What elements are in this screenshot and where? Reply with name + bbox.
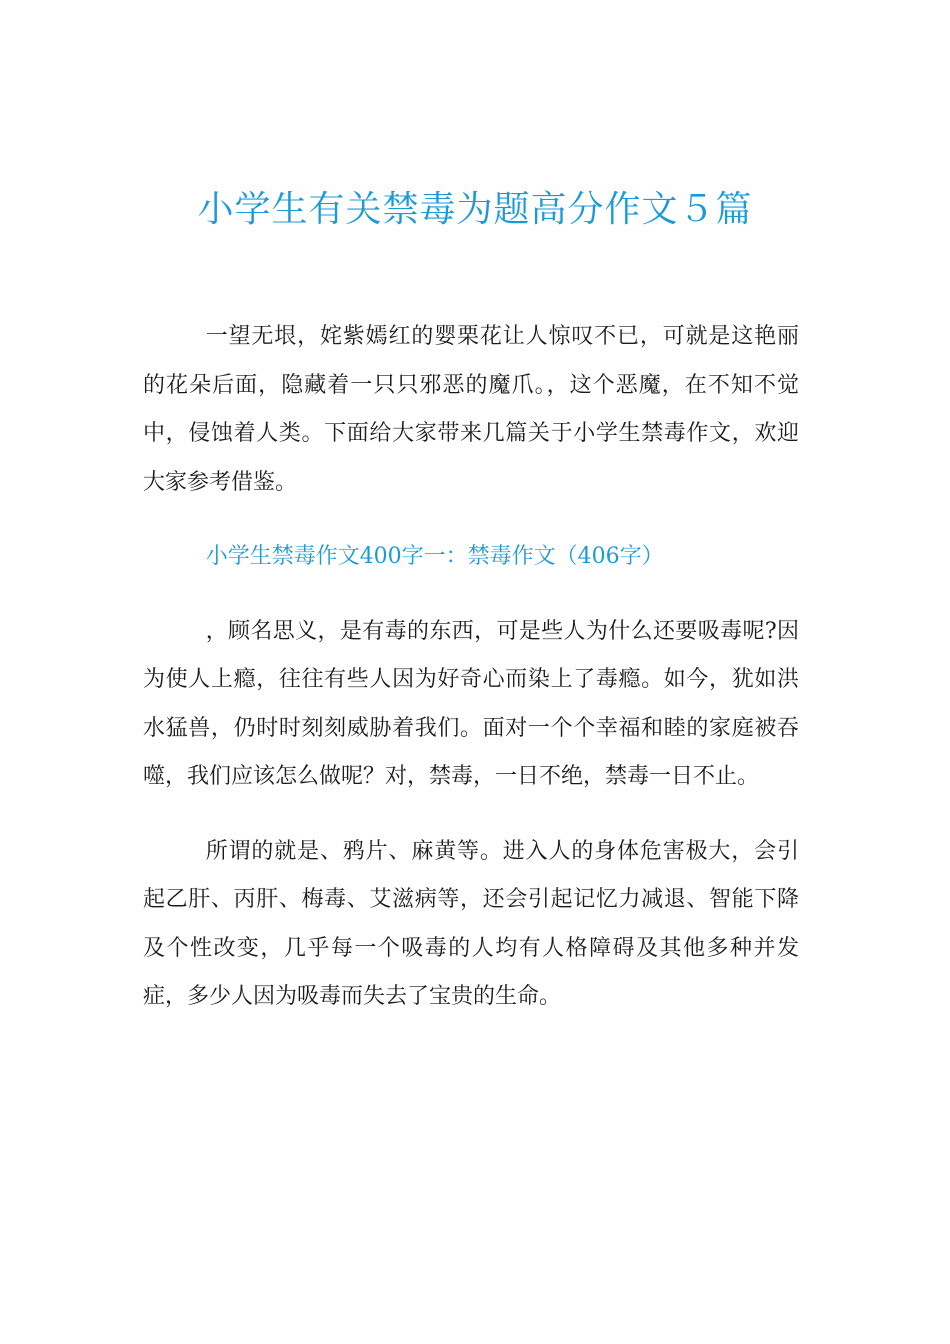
body-paragraph-2: 所谓的就是、鸦片、麻黄等。进入人的身体危害极大，会引起乙肝、丙肝、梅毒、艾滋病等，还会引起记忆力减退、智能下降及个性改变，几乎每一个吸毒的人均有人格障碍及其他多种并发症，多少人因为吸毒而失去了宝贵的生命。 <box>143 838 799 1009</box>
body-paragraph-1: ，顾名思义，是有毒的东西，可是些人为什么还要吸毒呢?因为使人上瘾，往往有些人因为好奇心而染上了毒瘾。如今，犹如洪水猛兽，仍时时刻刻威胁着我们。面对一个个幸福和睦的家庭被吞噬，我们应该怎么做呢？对，禁毒，一日不绝，禁毒一日不止。 <box>143 618 800 789</box>
section-heading: 小学生禁毒作文400字一：禁毒作文（406字） <box>205 544 664 569</box>
page-title: 小学生有关禁毒为题高分作文５篇 <box>197 189 753 230</box>
intro-paragraph: 一望无垠，姹紫嫣红的婴栗花让人惊叹不已，可就是这艳丽的花朵后面，隐藏着一只只邪恶的魔爪。，这个恶魔，在不知不觉中，侵蚀着人类。下面给大家带来几篇关于小学生禁毒作文，欢迎大家参考借鉴。 <box>143 324 799 495</box>
article-body <box>143 313 799 1022</box>
